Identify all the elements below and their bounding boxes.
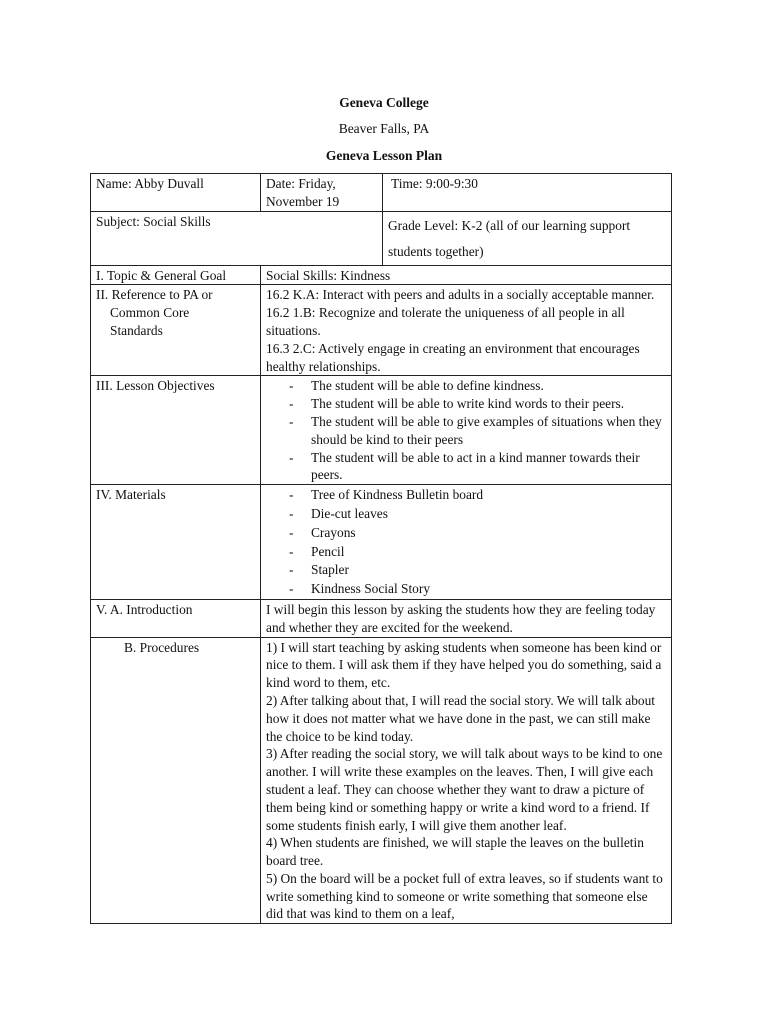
objectives-row <box>91 376 672 485</box>
material-item: - Pencil <box>289 543 666 562</box>
topic-label: I. Topic & General Goal <box>91 265 261 285</box>
info-row <box>91 174 672 212</box>
procedure-step: 2) After talking about that, I will read the social story. We will talk about how it does not matter what we have done in the past, we can still make the choice to be kind today. <box>266 692 656 744</box>
objectives-list <box>266 377 666 484</box>
materials-row <box>91 485 672 600</box>
subject-row <box>91 211 672 265</box>
introduction-label: V. A. Introduction <box>91 599 261 637</box>
lesson-plan-table <box>90 173 672 924</box>
topic-row <box>91 265 672 285</box>
grade-level-cell <box>383 211 672 265</box>
material-item: - Crayons <box>289 524 666 543</box>
material-item: - Kindness Social Story <box>289 580 666 599</box>
standard-item: 16.3 2.C: Actively engage in creating an environment that encourages healthy relationships. <box>266 340 640 374</box>
procedure-step: 4) When students are finished, we will staple the leaves on the bulletin board tree. <box>266 835 644 869</box>
standards-label-line: Common Core <box>110 305 190 321</box>
college-location: Beaver Falls, PA <box>338 121 430 136</box>
document-title: Geneva Lesson Plan <box>325 148 443 163</box>
materials-label: IV. Materials <box>91 485 261 600</box>
materials-list <box>266 486 666 599</box>
material-item: - Die-cut leaves <box>289 505 666 524</box>
standards-label-line: II. Reference to PA or <box>96 287 213 303</box>
objective-item: - The student will be able to give examples of situations when they should be kind to their peers <box>289 413 666 449</box>
procedures-label-text: B. Procedures <box>124 639 200 655</box>
procedures-label <box>91 637 261 924</box>
standards-row <box>91 285 672 376</box>
subject-cell: Subject: Social Skills <box>91 211 383 265</box>
procedure-step: 3) After reading the social story, we will talk about ways to be kind to one another. I will write these examples on the leaves. Then, I will give each student a leaf. They can choose whether they want to draw a picture of them being kind or something happy or write a kind word to a friend. If some students finish early, I will give them another leaf. <box>266 746 663 833</box>
objectives-cell <box>261 376 672 485</box>
procedure-step: 1) I will start teaching by asking students when someone has been kind or nice to them. I will ask them if they have helped you do something, said a kind word to them, etc. <box>266 639 662 691</box>
objective-item: - The student will be able to act in a kind manner towards their peers. <box>289 449 666 485</box>
standards-label <box>91 285 261 376</box>
grade-level-line: students together) <box>388 243 484 259</box>
standard-item: 16.2 K.A: Interact with peers and adults in a socially acceptable manner. <box>266 287 655 303</box>
standard-item: 16.2 1.B: Recognize and tolerate the uniqueness of all people in all situations. <box>266 305 625 338</box>
standards-label-line: Standards <box>110 322 163 338</box>
introduction-row <box>91 599 672 637</box>
materials-cell <box>261 485 672 600</box>
name-cell: Name: Abby Duvall <box>91 174 261 212</box>
procedure-step: 5) On the board will be a pocket full of extra leaves, so if students want to write something kind to someone or write something that someone else did that was kind to them on a leaf, <box>266 870 663 922</box>
material-item: - Tree of Kindness Bulletin board <box>289 486 666 505</box>
date-cell: Date: Friday, November 19 <box>261 174 383 212</box>
grade-level-line: Grade Level: K-2 (all of our learning support <box>388 217 631 233</box>
standards-list <box>261 285 672 376</box>
procedures-cell <box>261 637 672 924</box>
topic-value: Social Skills: Kindness <box>261 265 672 285</box>
procedures-row <box>91 637 672 924</box>
material-item: - Stapler <box>289 561 666 580</box>
objective-item: - The student will be able to write kind words to their peers. <box>289 395 666 413</box>
objective-item: - The student will be able to define kindness. <box>289 377 666 395</box>
objectives-label: III. Lesson Objectives <box>91 376 261 485</box>
introduction-text: I will begin this lesson by asking the students how they are feeling today and whether they are excited for the weekend. <box>261 599 672 637</box>
college-name: Geneva College <box>339 95 429 110</box>
time-cell: Time: 9:00-9:30 <box>383 174 672 212</box>
